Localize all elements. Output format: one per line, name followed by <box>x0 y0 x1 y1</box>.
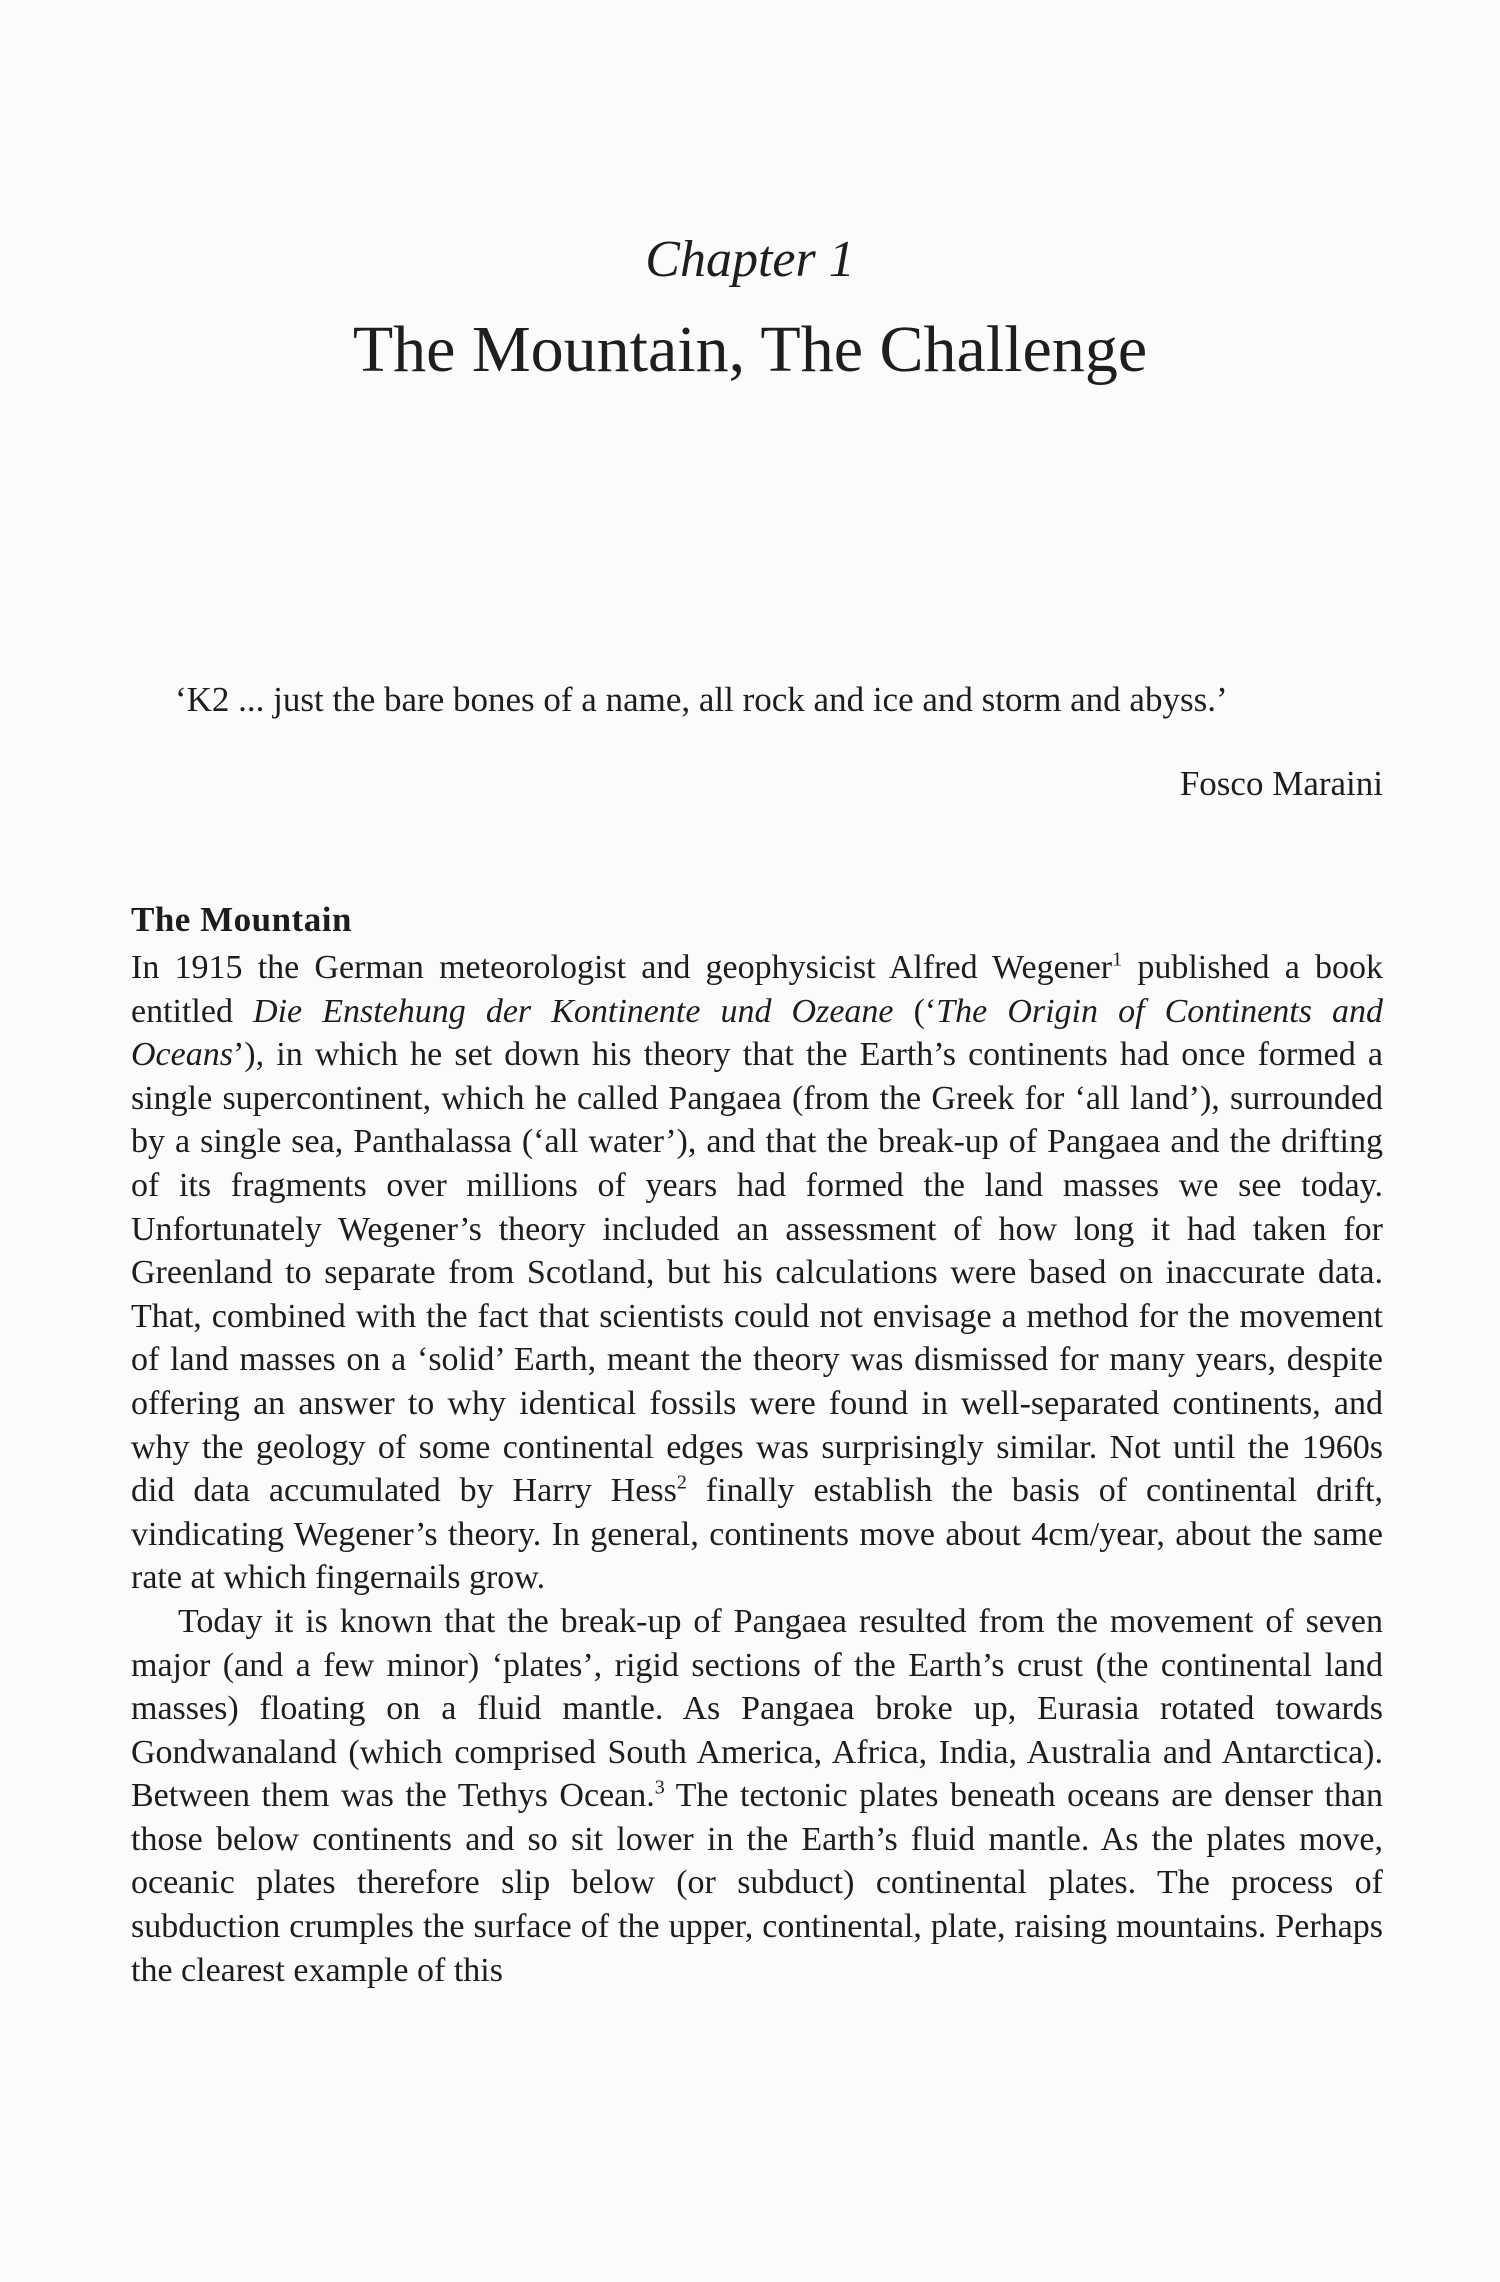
book-title: Die Enstehung der Kontinente und Ozeane <box>253 992 894 1030</box>
paragraph-2-text-b: The tectonic plates beneath oceans are denser than those below continents and so sit lower in the Earth’s fluid mantle. As the plates move, oceanic plates therefore slip below (or subduct) continental plates. The process of subduction crumples the surface of the upper, continental, plate, raising mountains. Perhaps the clearest example of this <box>131 1777 1383 1989</box>
paragraph-2 <box>131 1600 1383 1992</box>
section-heading: The Mountain <box>131 900 352 939</box>
footnote-marker-2: 2 <box>676 1471 687 1494</box>
paragraph-1 <box>131 946 1383 1600</box>
chapter-label: Chapter 1 <box>645 231 855 288</box>
epigraph-quote: ‘K2 ... just the bare bones of a name, all rock and ice and storm and abyss.’ <box>175 680 1228 719</box>
paragraph-1-text-c: (‘ <box>893 992 937 1030</box>
body-text <box>131 946 1383 1992</box>
footnote-marker-1: 1 <box>1112 948 1123 971</box>
footnote-marker-3: 3 <box>654 1776 665 1799</box>
paragraph-1-text-d: ’), in which he set down his theory that the Earth’s continents had once formed a single supercontinent, which he called Pangaea (from the Greek for ‘all land’), surrounded by a single sea, Panthalassa (‘all water’), and that the break-up of Pangaea and the drifting of its fragments over millions of years had formed the land masses we see today. Unfortunately Wegener’s theory included an assessment of how long it had taken for Greenland to separate from Scotland, but his calculations were based on inaccurate data. That, combined with the fact that scientists could not envisage a method for the movement of land masses on a ‘solid’ Earth, meant the theory was dismissed for many years, despite offering an answer to why identical fossils were found in well-separated continents, and why the geology of some continental edges was surprisingly similar. Not until the 1960s did data accumulated by Harry Hess <box>131 1036 1383 1510</box>
epigraph-attribution: Fosco Maraini <box>1179 764 1383 803</box>
chapter-title: The Mountain, The Challenge <box>352 313 1148 386</box>
paragraph-1-text-b: published a book entitled <box>131 949 1383 1030</box>
paragraph-2-text-a: Today it is known that the break-up of Pangaea resulted from the movement of seven major (and a few minor) ‘plates’, rigid sections of the Earth’s crust (the continental land masses) floating on a fluid mantle. As Pangaea broke up, Eurasia rotated towards Gondwanaland (which comprised South America, Africa, India, Australia and Antarctica). Between them was the Tethys Ocean. <box>131 1602 1383 1815</box>
paragraph-1-text-a: In 1915 the German meteorologist and geophysicist Alfred Wegener <box>131 949 1113 986</box>
paragraph-1-text-e: finally establish the basis of continental drift, vindicating Wegener’s theory. In general, continents move about 4cm/year, about the same rate at which fingernails grow. <box>131 1472 1383 1597</box>
book-title-translation: The Origin of Continents and Oceans <box>131 992 1383 1074</box>
